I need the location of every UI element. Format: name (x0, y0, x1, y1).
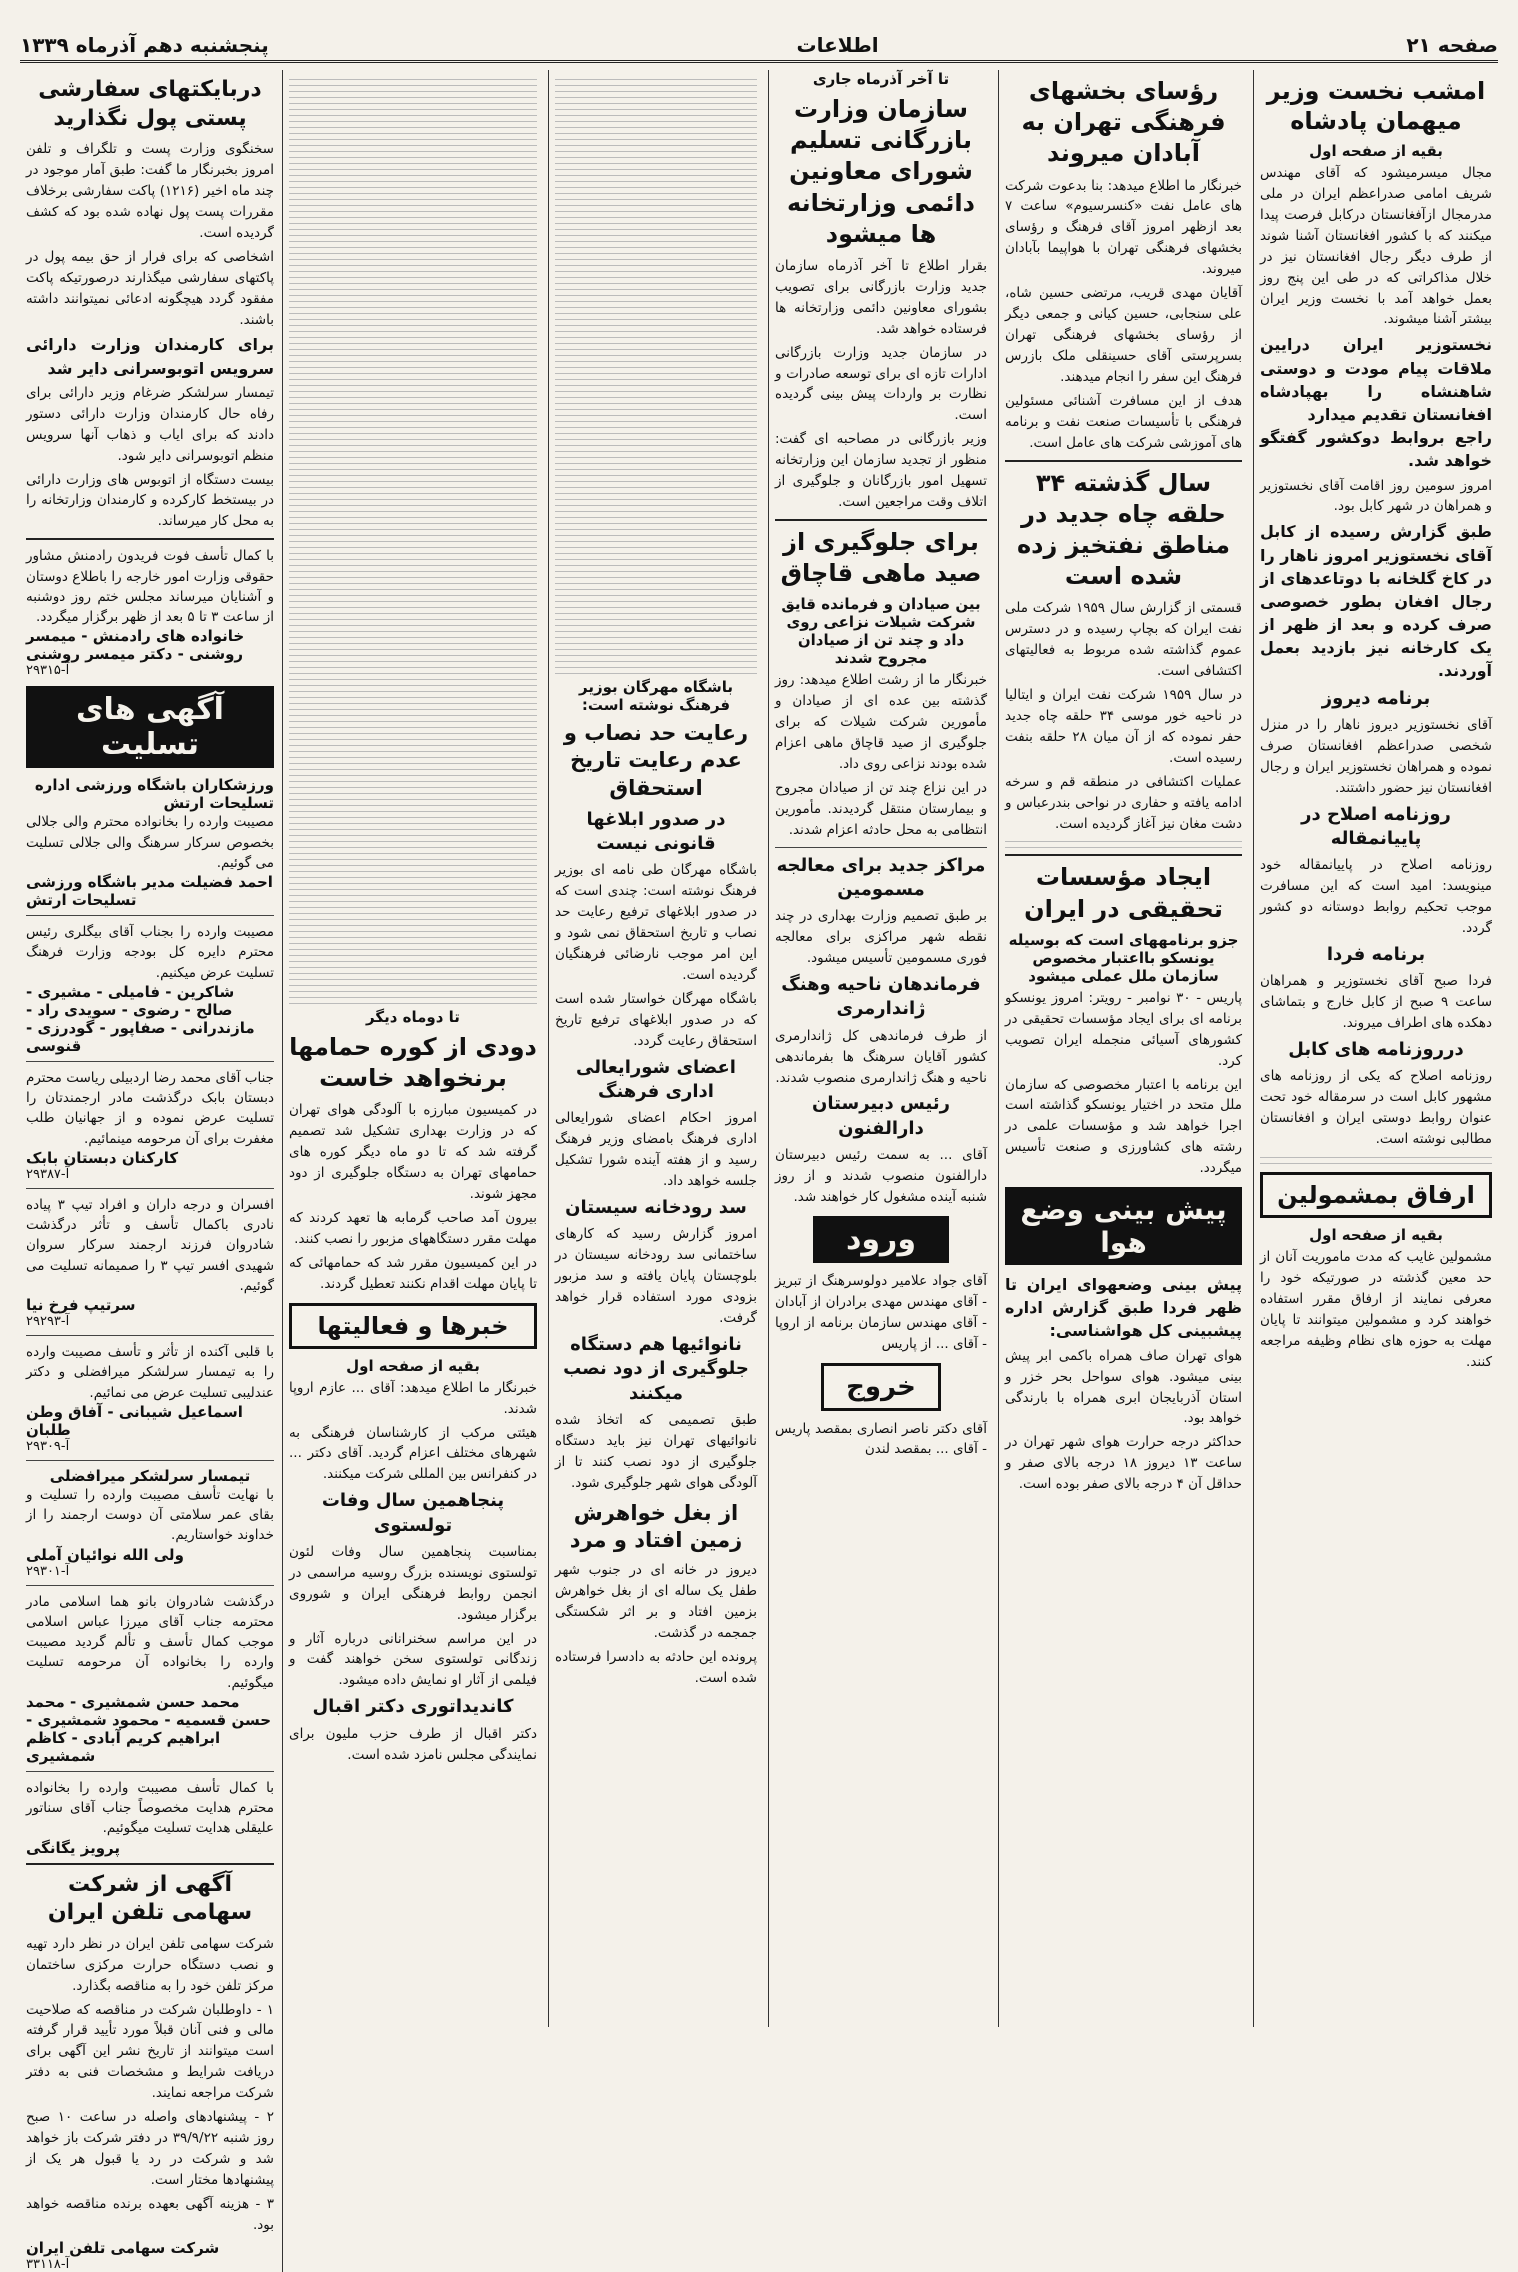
column-3 (768, 70, 993, 2027)
article-text: دکتر اقبال از طرف حزب ملیون برای نمایندگی مجلس نامزد شده است. (289, 1725, 537, 1763)
condolence-notice: مصیبت وارده را بجناب آقای بیگلری رئیس محترم دایره کل بودجه وزارت فرهنگ تسلیت عرض میکنیم. (26, 924, 274, 981)
column-4 (548, 70, 763, 2027)
divider (1005, 854, 1242, 856)
notice-code: آ-۲۹۳۱۵ (26, 663, 70, 679)
continued-label: بقیه از صفحه اول (346, 1356, 480, 1375)
article-text: خبرنگار ما اطلاع میدهد: بنا بدعوت شرکت های عامل نفت «کنسرسیوم» ساعت ۷ بعد ازظهر امروز آقای فرهنگ و رؤسای بخشهای فرهنگی تهران با هواپیما بآبادان میروند. (1005, 177, 1242, 278)
notice-signature: اسماعیل شیبانی - آفاق وطن طلبان (26, 1402, 243, 1439)
subheadline: نخستوزیر ایران درایین ملاقات پیام مودت و دوستی شاهنشاه را بهپادشاه افغانستان تقدیم میدارد (1260, 335, 1492, 424)
condolence-notice: با نهایت تأسف مصیبت وارده را تسلیت و بقای عمر سلامتی آن دوست ارجمند را از خداوند خواستاریم. (26, 1486, 274, 1544)
continued-label: بقیه از صفحه اول (1309, 142, 1443, 160)
subheadline: درروزنامه های کابل (1288, 1038, 1464, 1060)
notice-signature: شاکرین - فامیلی - مشیری - صالح - رضوی - سویدی راد - مازندرانی - صفاپور - گودرزی - قنوسی (26, 982, 255, 1055)
notice-signature: احمد فضیلت مدیر باشگاه ورزشی تسلیحات ارتش (26, 873, 273, 910)
divider (1005, 460, 1242, 462)
headline-bathhouse-smoke: دودی از کوره حمامها برنخواهد خاست (289, 1033, 537, 1093)
column-6-inner (26, 70, 274, 2272)
article-text: در این کمیسیون مقرر شد که حمامهائی که تا پایان مهلت اقدام نکنند تعطیل گردند. (289, 1254, 537, 1292)
headline-gendarmerie: فرماندهان ناحیه وهنگ ژاندارمری (781, 974, 981, 1020)
article-text: پاریس - ۳۰ نوامبر - رویتر: امروز یونسکو برنامه ای برای ایجاد مؤسسات تحقیقی در کشورهای آسیائی منجمله ایران تصویب کرد. (1005, 989, 1242, 1069)
headline-pm-guest: امشب نخست وزیر میهمان پادشاه (1266, 77, 1486, 135)
subheadline: برای کارمندان وزارت دارائی سرویس اتوبوسرانی دایر شد (26, 335, 274, 378)
divider (26, 915, 274, 916)
kicker: باشگاه مهرگان بوزیر فرهنگ نوشته است: (579, 678, 733, 714)
condolence-notice: با کمال تأسف مصیبت وارده را بخانواده محترم هدایت مخصوصاً جناب آقای سناتور علیقلی هدایت تسلیت میگوئیم. (26, 1779, 274, 1837)
news-activities-box: خبرها و فعالیتها (289, 1303, 537, 1349)
notice-signature: خانواده های رادمنش - میمسر روشنی - دکتر میمسر روشنی (26, 627, 245, 664)
column-1 (1253, 70, 1498, 2027)
divider (26, 1188, 274, 1189)
article-text: روزنامه اصلاح در پاییانمقاله خود مینویسد: امید است که این مسافرت موجب تحکیم روابط دوستانه دو کشور گردد. (1260, 857, 1492, 936)
continued-label: بقیه از صفحه اول (1309, 1225, 1443, 1244)
text-filler (555, 74, 757, 674)
subheadline: برنامه دیروز (1321, 687, 1431, 709)
notice-signature: سرتیپ فرخ نیا (26, 1296, 136, 1315)
article-text: مجال میسرمیشود که آقای مهندس شریف امامی صدراعظم ایران در ملی مدرمجال ازآفغانستان درکابل فرصت پیدا میکنند که با کشور افغانستان آشنا شوند از طرف دیگر رجال افغانستان نیز در خلال مذاکراتی که در طی این پنج روز بعمل خواهد آمد با نخست وزیر ایران بیشتر آشنا میشوند. (1260, 165, 1492, 328)
weather-text: حداکثر درجه حرارت هوای شهر تهران در ساعت ۱۳ دیروز ۱۸ درجه بالای صفر و حداقل آن ۴ درجه بالای صفر بوده است. (1005, 1434, 1242, 1493)
kicker: تا آخر آذرماه جاری (812, 70, 950, 88)
paper-name: اطلاعات (796, 33, 879, 57)
article-text: طبق تصمیمی که اتخاذ شده نانوائیهای تهران نیز باید دستگاه جلوگیری از دود نصب کنند تا از آلودگی هوای شهر جلوگیری شود. (555, 1411, 757, 1491)
article-text: عملیات اکتشافی در منطقه قم و سرخه ادامه یافته و حفاری در نواحی بندرعباس و دشت مغان نیز آغاز گردیده است. (1005, 773, 1242, 832)
article-text: فردا صبح آقای نخستوزیر و همراهان ساعت ۹ صبح از کابل خارج و بتماشای دهکده های اطراف میروند. (1260, 973, 1493, 1032)
condolence-notice: مصیبت وارده را بخانواده محترم والی جلالی بخصوص سرکار سرهنگ والی جلالی تسلیت می گوئیم. (26, 814, 274, 871)
notice-code: آ-۳۳۱۱۸ (26, 2256, 70, 2272)
article-text: باشگاه مهرگان خواستار شده است که در صدور ابلاغهای ترفیع تاریخ استحقاق رعایت گردد. (555, 991, 757, 1049)
headline-registered-mail: دربایکتهای سفارشی پستی پول نگذارید (38, 77, 262, 131)
notice-signature: کارکنان دبستان بابک (26, 1148, 179, 1167)
headline-commerce-ministry: سازمان وزارت بازرگانی تسلیم شورای معاونین دائمی وزارتخانه ها میشود (787, 95, 975, 248)
article-text: هدف از این مسافرت آشنائی مسئولین فرهنگی با تأسیسات صنعت نفت و برنامه های آموزشی شرکت های عامل است. (1005, 392, 1242, 451)
headline-poison-centers: مراکز جدید برای معالجه مسمومین (776, 854, 986, 901)
departures-list: آقای دکتر ناصر انصاری بمقصد پاریس - آقای ... بمقصد لندن (775, 1420, 987, 1458)
headline-box-conscripts: ارفاق بمشمولین (1260, 1172, 1492, 1218)
ad-text: ۱ - داوطلبان شرکت در مناقصه که صلاحیت مالی و فنی آنان قبلاً مورد تأیید قرار گرفته است میتوانند از تاریخ نشر این آگهی برای دریافت شرایط و مشخصات فنی به دفتر شرکت مراجعه نمایند. (26, 2001, 274, 2102)
ad-signature: شرکت سهامی تلفن ایران (26, 2238, 220, 2257)
subheadline: روزنامه اصلاح در پاییانمقاله (1301, 803, 1451, 849)
headline-eghbal: کاندیداتوری دکتر اقبال (312, 1696, 514, 1718)
arrivals-box: ورود (813, 1216, 948, 1263)
divider (775, 847, 987, 848)
subheadline: در صدور ابلاغها قانونی نیست (586, 808, 726, 855)
divider (26, 1061, 274, 1062)
article-text: بیست دستگاه از اتوبوس های وزارت دارائی در بیستخط کارکرده و کارمندان وزارتخانه را به محل کار میرساند. (26, 471, 274, 530)
headline-telephone-company: آگهی از شرکت سهامی تلفن ایران (47, 1871, 253, 1926)
condolence-ads-banner: آگهی های تسلیت (26, 686, 274, 768)
article-text: آقایان مهدی قریب، مرتضی حسین شاه، علی سنجابی، حسین کیانی و جمعی دیگر از رؤسای بخشهای فرهنگی تهران بسرپرستی آقای حسینقلی ملک بازرس فرهنگ این سفر را انجام میدهند. (1005, 285, 1242, 385)
article-text: بقرار اطلاع تا آخر آذرماه سازمان جدید وزارت بازرگانی برای تصویب بشورای معاونین دائمی وزارتخانه ها فرستاده خواهد شد. (775, 257, 987, 337)
condolence-notice: درگذشت شادروان بانو هما اسلامی مادر محترمه جناب آقای میرزا عباس اسلامی موجب کمال تأسف و تألم گردید مصیبت وارده را بخانواده آن مرحومه تسلیت میگوئیم. (26, 1593, 274, 1691)
divider (775, 519, 987, 521)
article-text: روزنامه اصلاح که یکی از روزنامه های مشهور کابل است در سرمقاله خود تحت عنوان روابط دوستی ایران و افغانستان مطالبی نوشته است. (1260, 1068, 1492, 1148)
article-text: این برنامه با اعتبار مخصوصی که سازمان ملل متحد در اختیار یونسکو گذاشته است اجرا خواهد شد و مؤسسات علمی در رشته های کشاورزی و صنعت تأسیس میگردد. (1005, 1076, 1242, 1177)
divider (26, 1585, 274, 1586)
headline-bakeries: نانوائیها هم دستگاه جلوگیری از دود نصب میکنند (563, 1333, 749, 1404)
article-text: آقای ... به سمت رئیس دبیرستان دارالفنون منصوب شدند و از روز شنبه آینده مشغول کار خواهند شد. (775, 1147, 987, 1205)
article-text: باشگاه مهرگان طی نامه ای بوزیر فرهنگ نوشته است: چندی است که در صدور ابلاغهای ترفیع رعایت حد نصاب و تاریخ استحقاق نمی شود و این امر موجب نارضائی فرهنگیان گردیده است. (555, 862, 757, 984)
article-text: در این مراسم سخنرانانی درباره آثار و زندگانی تولستوی سخن خواهند گفت و فیلمی از آثار او نمایش داده میشود. (289, 1630, 537, 1689)
article-text: در سال ۱۹۵۹ شرکت نفت ایران و ایتالیا در ناحیه خور موسی ۳۴ حلقه چاه جدید حفر نموده که از آن میان ۲۸ حلقه بنفت رسیده است. (1005, 686, 1243, 766)
headline-tolstoy: پنجاهمین سال وفات تولستوی (321, 1490, 505, 1536)
article-text: قسمتی از گزارش سال ۱۹۵۹ شرکت ملی نفت ایران که بچاپ رسیده و در دسترس عموم گذاشته شده مربوط به فعالیتهای اکتشافی است. (1005, 600, 1243, 680)
article-text: از طرف فرماندهی کل ژاندارمری کشور آقایان سرهنگ ها بفرماندهی ناحیه و هنگ ژاندارمری منصوب شدند. (775, 1027, 987, 1086)
divider (26, 1335, 274, 1336)
article-text: تیمسار سرلشکر ضرغام وزیر دارائی برای رفاه حال کارمندان وزارت دارائی دستور دادند که برای ایاب و ذهاب آنها سرویس منظم اتوبوسرانی دایر شود. (26, 384, 274, 464)
column-6 (20, 70, 543, 2272)
headline-culture-chiefs: رؤسای بخشهای فرهنگی تهران به آبادان میروند (1021, 77, 1226, 168)
kicker: تا دوماه دیگر (366, 1008, 460, 1026)
notice-title: تیمسار سرلشکر میرافضلی (49, 1466, 251, 1485)
issue-date: پنجشنبه دهم آذرماه ۱۳۳۹ (20, 33, 269, 57)
headline-child-fall: از بغل خواهرش زمین افتاد و مرد (569, 1500, 743, 1552)
headline-oil-wells: سال گذشته ۳۴ حلقه چاه جدید در مناطق نفتخیز زده شده است (1016, 468, 1231, 591)
headline-darolfonun: رئیس دبیرستان دارالفنون (812, 1093, 950, 1139)
notice-code: آ-۲۹۳۸۷ (26, 1166, 70, 1182)
article-text: پرونده این حادثه به دادسرا فرستاده شده است. (555, 1648, 757, 1686)
article-text: بیرون آمد صاحب گرمابه ها تعهد کردند که مهلت مقرر دستگاههای مزبور را نصب کنند. (289, 1209, 537, 1247)
subheadline: طبق گزارش رسیده از کابل آقای نخستوزیر امروز ناهار را در کاخ گلخانه با دوتاعدهای از رجال افغان بطور خصوصی صرف کرده و بعد از ظهر از یک کارخانه نیز بازدید بعمل آوردند. (1260, 522, 1492, 681)
divider (26, 1863, 274, 1865)
divider (26, 538, 274, 540)
article-text: سخنگوی وزارت پست و تلگراف و تلفن امروز بخبرنگار ما گفت: طبق آمار موجود در چند ماه اخیر (۱۲۱۶) پاکت سفارشی برخلاف مقررات پست پول نهاده شده بود که کشف گردیده است. (26, 141, 274, 241)
notice-code: آ-۲۹۳۰۱ (26, 1563, 70, 1579)
notice-signature: محمد حسن شمشیری - محمد حسن قسمیه - محمود شمشیری - ابراهیم کریم آبادی - کاظم شمشیری (26, 1692, 272, 1765)
article-text: در سازمان جدید وزارت بازرگانی ادارات تازه ای برای توسعه صادرات و نظارت بر واردات پیش بینی گردیده است. (775, 344, 987, 424)
article-text: مشمولین غایب که مدت ماموریت آنان از حد معین گذشته در صورتیکه خود را معرفی نمایند از ارفاق مقرر استفاده خواهند کرد و مشمولین میتوانند تا پایان مهلت به حوزه های نظام وظیفه مراجعه کنند. (1260, 1248, 1492, 1370)
obituary-notice: با کمال تأسف فوت فریدون رادمنش مشاور حقوقی وزارت امور خارجه را باطلاع دوستان و آشنایان میرساند مجلس ختم روز دوشنبه از ساعت ۳ تا ۵ بعد از ظهر برگزار میگردد. (26, 548, 274, 626)
ad-text: شرکت سهامی تلفن ایران در نظر دارد تهیه و نصب دستگاه حرارت مرکزی ساختمان مرکز تلفن خود را به مناقصه بگذارد. (26, 1935, 274, 1994)
page-number: صفحه ۲۱ (1406, 33, 1498, 57)
divider (26, 1460, 274, 1461)
article-text: در کمیسیون مبارزه با آلودگی هوای تهران که در وزارت بهداری تشکیل شد تصمیم گرفته شد که تا دو ماه دیگر کوره های حمامهای تهران به دستگاه جلوگیری از دود مجهز شوند. (289, 1102, 537, 1203)
notice-signature: پرویز یگانگی (26, 1838, 120, 1857)
article-text: هیئتی مرکب از کارشناسان فرهنگی به شهرهای مختلف اعزام گردید. آقای دکتر ... در کنفرانس بین المللی شرکت میکنند. (289, 1424, 537, 1483)
ad-text: ۳ - هزینه آگهی بعهده برنده مناقصه خواهد بود. (26, 2195, 274, 2233)
notice-title: ورزشکاران باشگاه ورزشی اداره تسلیحات ارتش (34, 776, 274, 813)
notice-signature: ولی الله نوائیان آملی (26, 1545, 184, 1564)
column-5 (282, 70, 537, 2272)
divider (26, 1771, 274, 1772)
weather-forecast-box: پیش بینی وضع هوا (1005, 1187, 1242, 1265)
text-filler (1005, 838, 1242, 848)
article-text: امروز احکام اعضای شورایعالی اداری فرهنگ بامضای وزیر فرهنگ رسید و از هفته آینده شورا تشکیل جلسه خواهد داد. (555, 1110, 757, 1190)
text-filler (289, 74, 537, 1004)
notice-code: آ-۲۹۲۹۳ (26, 1314, 70, 1330)
article-text: امروز سومین روز اقامت آقای نخستوزیر و همراهان در شهر کابل بود. (1260, 477, 1492, 515)
article-text: اشخاصی که برای فرار از حق بیمه پول در پاکتهای سفارشی میگذارند درصورتیکه پاکت مفقود گردد هیچگونه ادعائی نمیتوانند داشته باشند. (26, 248, 274, 328)
subheadline: راجع بروابط دوکشور گفتگو خواهد شد. (1260, 428, 1492, 471)
subheadline: جزو برنامههای است که بوسیله یونسکو بااعتبار مخصوص سازمان ملل عملی میشود (1008, 930, 1239, 985)
subheadline: بین صیادان و فرمانده قایق شرکت شیلات نزاعی روی داد و چند تن از صیادان مجروح شدند (781, 595, 981, 668)
subheadline: برنامه فردا (1326, 943, 1426, 965)
article-text: امروز گزارش رسید که کارهای ساختمانی سد رودخانه سیستان در بلوچستان پایان یافته و سد مزبور بزودی مورد استفاده قرار خواهد گرفت. (555, 1226, 757, 1327)
headline-research-institutes: ایجاد مؤسسات تحقیقی در ایران (1024, 863, 1223, 923)
column-2 (998, 70, 1248, 2027)
article-text: بمناسبت پنجاهمین سال وفات لئون تولستوی نویسنده بزرگ روسیه مراسمی در انجمن روابط فرهنگی ایران و شوروی برگزار میشود. (289, 1543, 537, 1623)
weather-intro: پیش بینی وضعهوای ایران تا ظهر فردا طبق گزارش اداره پیشبینی کل هواشناسی: (1005, 1275, 1242, 1341)
condolence-notice: جناب آقای محمد رضا اردبیلی ریاست محترم دبستان بابک درگذشت مادر ارجمندتان را تسلیت عرض نموده و از جهانیان طلب مغفرت برای آن مرحومه مینمائیم. (26, 1069, 274, 1147)
ad-text: ۲ - پیشنهادهای واصله در ساعت ۱۰ صبح روز شنبه ۳۹/۹/۲۲ در دفتر شرکت باز خواهد شد و شرکت در رد یا قبول هر یک از پیشنهادها مختار است. (26, 2109, 275, 2188)
masthead (20, 30, 1498, 63)
headline-council: اعضای شورایعالی اداری فرهنگ (576, 1056, 736, 1103)
notice-code: آ-۲۹۳۰۹ (26, 1438, 70, 1454)
headline-sistan-dam: سد رودخانه سیستان (565, 1197, 747, 1219)
article-text: بر طبق تصمیم وزارت بهداری در چند نقطه شهر مراکزی برای معالجه فوری مسمومین تأسیس میشود. (775, 908, 987, 967)
headline-promotions: رعایت حد نصاب و عدم رعایت تاریخ استحقاق (563, 721, 749, 800)
text-filler (1260, 1154, 1492, 1164)
arrivals-list: آقای جواد علامیر دولوسرهنگ از تبریز - آقای مهندس مهدی برادران از آبادان - آقای مهندس سازمان برنامه از اروپا - آقای ... از پاریس (775, 1272, 987, 1352)
article-text: وزیر بازرگانی در مصاحبه ای گفت: منظور از تجدید سازمان این وزارتخانه تسهیل امور بازرگانان و جلوگیری از اتلاف وقت مراجعین است. (775, 431, 987, 511)
condolence-notice: با قلبی آکنده از تأثر و تأسف مصیبت وارده را به تیمسار سرلشکر میرافضلی و دکتر عندلیبی تسلیت عرض می نمائیم. (26, 1344, 274, 1401)
departures-box: خروج (821, 1363, 941, 1411)
weather-text: هوای تهران صاف همراه باکمی ابر پیش بینی میشود. هوای سواحل بحر خزر و استان آذربایجان ابری همراه با بارندگی خواهد بود. (1005, 1347, 1242, 1427)
article-text: دیروز در خانه ای در جنوب شهر طفل یک ساله ای از بغل خواهرش بزمین افتاد و بر اثر شکستگی جمجمه در گذشت. (555, 1562, 757, 1641)
headline-fish-smuggling: برای جلوگیری از صید ماهی قاچاق (780, 528, 982, 588)
article-text: خبرنگار ما از رشت اطلاع میدهد: روز گذشته بین عده ای از صیادان و مأمورین شرکت شیلات که برای جلوگیری از صید قاچاق ماهی اعزام شده بودند نزاعی روی داد. (775, 672, 987, 773)
article-text: خبرنگار ما اطلاع میدهد: آقای ... عازم اروپا شدند. (289, 1379, 537, 1417)
article-text: آقای نخستوزیر دیروز ناهار را در منزل شخصی صدراعظم افغانستان صرف نموده و همراهان نخستوزیر ایران و رجال افغانستان نیز حضور داشتند. (1260, 716, 1492, 796)
article-text: در این نزاع چند تن از صیادان مجروح و بیمارستان منتقل گردیدند. مأمورین انتظامی به محل حادثه اعزام شدند. (775, 779, 987, 838)
condolence-notice: افسران و درجه داران و افراد تیپ ۳ پیاده نادری باکمال تأسف و تأثر درگذشت شادروان فرزند ارجمند سرکار سروان شهیدی افسر تیپ ۳ را صمیمانه تسلیت می گوئیم. (26, 1196, 275, 1294)
